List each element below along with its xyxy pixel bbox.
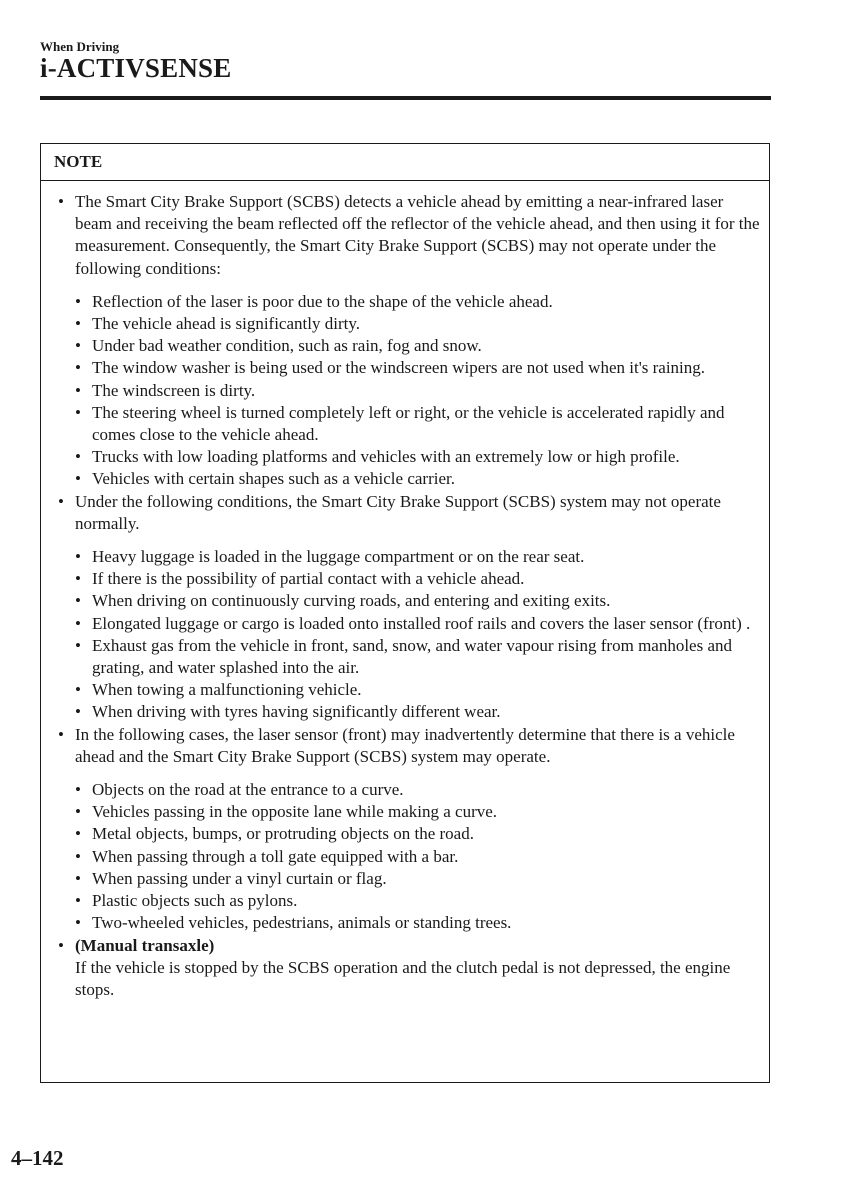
note-item-heading: (Manual transaxle) — [75, 935, 215, 955]
sub-item — [41, 546, 769, 568]
bullet-icon: • — [75, 358, 81, 378]
bullet-icon: • — [75, 336, 81, 356]
sub-item-text: When passing through a toll gate equipped with a bar. — [92, 846, 459, 866]
sub-item — [41, 468, 769, 490]
sub-item-text: Vehicles passing in the opposite lane while making a curve. — [92, 802, 498, 822]
sub-item — [41, 568, 769, 590]
sub-item-text: Plastic objects such as pylons. — [92, 891, 298, 911]
sub-item — [41, 779, 769, 801]
bullet-icon: • — [75, 891, 81, 911]
bullet-icon: • — [75, 613, 81, 633]
bullet-icon: • — [75, 402, 81, 422]
note-item-text: Under the following conditions, the Smart City Brake Support (SCBS) system may not operate normally. — [75, 491, 721, 533]
sub-item — [41, 402, 769, 446]
page-number: 4–142 — [11, 1146, 64, 1170]
sub-item-text: Metal objects, bumps, or protruding objects on the road. — [92, 824, 474, 844]
sub-item-text: Elongated luggage or cargo is loaded onto installed roof rails and covers the laser sensor (front) . — [92, 613, 751, 633]
note-heading: NOTE — [41, 144, 769, 181]
bullet-icon: • — [75, 680, 81, 700]
note-item — [41, 935, 769, 1002]
note-item-text: If the vehicle is stopped by the SCBS operation and the clutch pedal is not depressed, the engine stops. — [75, 957, 731, 999]
note-item — [41, 491, 769, 535]
sub-item — [41, 635, 769, 679]
sub-item-text: When driving with tyres having significantly different wear. — [92, 702, 501, 722]
sub-item — [41, 801, 769, 823]
bullet-icon: • — [75, 868, 81, 888]
sub-item — [41, 846, 769, 868]
sub-item-text: Trucks with low loading platforms and vehicles with an extremely low or high profile. — [92, 447, 680, 467]
bullet-icon: • — [75, 780, 81, 800]
sub-item-text: The windscreen is dirty. — [92, 380, 256, 400]
sub-item-text: The vehicle ahead is significantly dirty. — [92, 314, 360, 334]
sub-item — [41, 890, 769, 912]
bullet-icon: • — [75, 380, 81, 400]
sub-item-text: Two-wheeled vehicles, pedestrians, animals or standing trees. — [92, 913, 512, 933]
title-divider — [40, 96, 771, 100]
bullet-icon: • — [75, 547, 81, 567]
note-box — [40, 143, 770, 1083]
bullet-icon: • — [58, 935, 64, 955]
sub-list — [41, 546, 769, 724]
sub-item — [41, 291, 769, 313]
sub-item-text: Exhaust gas from the vehicle in front, sand, snow, and water vapour rising from manholes and grating, and water splashed into the air. — [92, 635, 733, 678]
sub-item — [41, 590, 769, 612]
sub-item-text: Vehicles with certain shapes such as a vehicle carrier. — [92, 469, 455, 489]
sub-item — [41, 701, 769, 723]
sub-list — [41, 291, 769, 491]
sub-list — [41, 779, 769, 934]
note-item — [41, 724, 769, 768]
sub-item-text: The window washer is being used or the windscreen wipers are not used when it's raining. — [92, 358, 706, 378]
sub-item — [41, 679, 769, 701]
bullet-icon: • — [75, 846, 81, 866]
bullet-icon: • — [75, 469, 81, 489]
sub-item-text: If there is the possibility of partial contact with a vehicle ahead. — [92, 569, 525, 589]
sub-item — [41, 912, 769, 934]
note-item-text: In the following cases, the laser sensor (front) may inadvertently determine that there is a vehicle ahead and the Smart City Brake Support (SCBS) system may operate. — [75, 724, 735, 766]
sub-item-text: When towing a malfunctioning vehicle. — [92, 680, 362, 700]
bullet-icon: • — [75, 702, 81, 722]
page-title: i-ACTIVSENSE — [40, 53, 232, 83]
sub-item — [41, 380, 769, 402]
bullet-icon: • — [75, 802, 81, 822]
sub-item-text: Under bad weather condition, such as rain, fog and snow. — [92, 336, 482, 356]
bullet-icon: • — [58, 192, 64, 211]
bullet-icon: • — [75, 913, 81, 933]
bullet-icon: • — [75, 291, 81, 311]
sub-item-text: When passing under a vinyl curtain or flag. — [92, 868, 387, 888]
sub-item — [41, 446, 769, 468]
sub-item — [41, 335, 769, 357]
bullet-icon: • — [75, 635, 81, 655]
bullet-icon: • — [58, 724, 64, 744]
sub-item — [41, 823, 769, 845]
bullet-icon: • — [75, 569, 81, 589]
bullet-icon: • — [75, 824, 81, 844]
note-item-text: The Smart City Brake Support (SCBS) detects a vehicle ahead by emitting a near-infrared laser beam and receiving the beam reflected off the reflector of the vehicle ahead, and then using it for the measurement. Consequently, the Smart City Brake Support (SCBS) may not operate under the following conditions: — [75, 192, 760, 278]
section-label: When Driving — [40, 39, 120, 54]
sub-item-text: When driving on continuously curving roads, and entering and exiting exits. — [92, 591, 611, 611]
sub-item-text: The steering wheel is turned completely left or right, or the vehicle is accelerated rapidly and comes close to the vehicle ahead. — [92, 402, 725, 445]
bullet-icon: • — [58, 491, 64, 511]
sub-item — [41, 868, 769, 890]
bullet-icon: • — [75, 591, 81, 611]
note-item — [41, 191, 769, 280]
bullet-icon: • — [75, 447, 81, 467]
sub-item — [41, 613, 769, 635]
sub-item-text: Reflection of the laser is poor due to the shape of the vehicle ahead. — [92, 291, 553, 311]
note-body — [41, 181, 769, 1001]
sub-item — [41, 357, 769, 379]
sub-item-text: Objects on the road at the entrance to a curve. — [92, 780, 404, 800]
sub-item — [41, 313, 769, 335]
sub-item-text: Heavy luggage is loaded in the luggage compartment or on the rear seat. — [92, 547, 585, 567]
bullet-icon: • — [75, 314, 81, 334]
